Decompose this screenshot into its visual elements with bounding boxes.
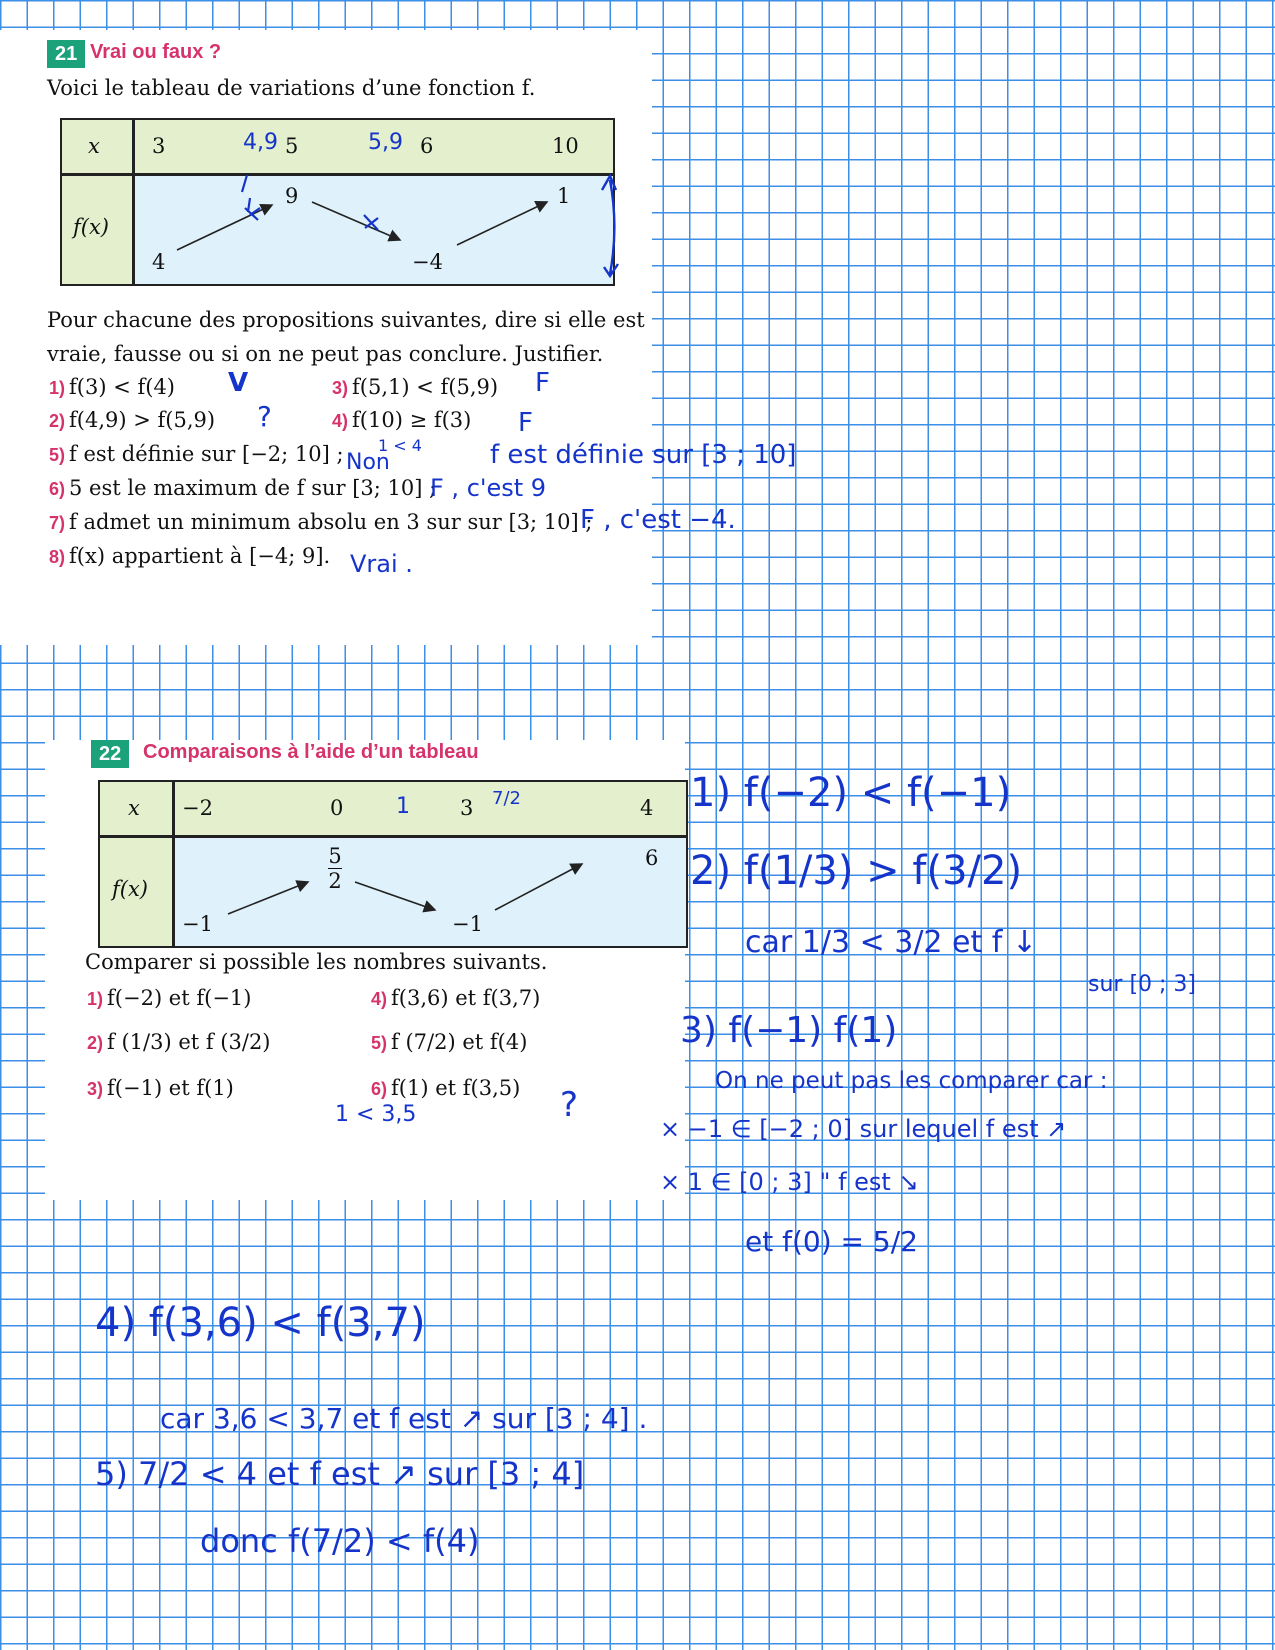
hw-result-2c: sur [0 ; 3]: [1088, 972, 1197, 997]
item-2: 2) f (1/3) et f (3/2): [87, 1030, 271, 1054]
table22-x-1: 0: [330, 796, 344, 820]
item-1: 1) f(−2) et f(−1): [87, 986, 252, 1010]
double-arrow-icon: [598, 172, 628, 282]
prop-6: 6) 5 est le maximum de f sur [3; 10] ;: [49, 476, 437, 500]
variation-table-21: [60, 118, 615, 286]
table21-arrows: [62, 120, 613, 284]
exercise-22-number: 22: [91, 740, 129, 768]
prop-7: 7) f admet un minimum absolu en 3 sur sur [3; 10] ;: [49, 510, 593, 534]
hw-result-5: 5) 7/2 < 4 et f est ↗ sur [3 ; 4]: [95, 1455, 585, 1493]
table22-f-3: 6: [645, 846, 659, 870]
hw-result-3b: On ne peut pas les comparer car :: [715, 1068, 1108, 1094]
hw-result-2b: car 1/3 < 3/2 et f ↓: [745, 925, 1038, 960]
hw-x-49: 4,9: [243, 130, 278, 155]
hw-answer-5-note: f est définie sur [3 ; 10]: [490, 440, 797, 470]
hw-item-6-q: ?: [560, 1085, 579, 1125]
table21-x-label: x: [88, 134, 100, 158]
prop-4: 4) f(10) ≥ f(3): [332, 408, 472, 432]
hw-result-2: 2) f(1/3) > f(3/2): [690, 848, 1023, 894]
table21-f-1: 9: [285, 184, 299, 208]
table21-x-1: 5: [285, 134, 299, 158]
table22-fx-label: f(x): [112, 877, 149, 901]
table22-arrows: [100, 782, 686, 946]
prop-1: 1) f(3) < f(4): [49, 375, 175, 399]
exercise-22-title: Comparaisons à l’aide d’un tableau: [143, 741, 479, 763]
table21-x-2: 6: [420, 134, 434, 158]
table21-f-2: −4: [412, 250, 443, 274]
hw-answer-8: Vrai .: [350, 550, 413, 578]
hw-answer-7: F , c'est −4.: [580, 505, 736, 535]
hw-answer-1: V: [228, 368, 249, 398]
prop-2: 2) f(4,9) > f(5,9): [49, 408, 216, 432]
exercise-21-instructions-1: Pour chacune des propositions suivantes, dire si elle est: [47, 308, 645, 332]
table22-f-2: −1: [452, 912, 483, 936]
prop-8: 8) f(x) appartient à [−4; 9].: [49, 544, 331, 568]
hw-result-1: 1) f(−2) < f(−1): [690, 770, 1012, 816]
table21-x-0: 3: [152, 134, 166, 158]
hw-x-1: 1: [396, 794, 410, 819]
table22-x-3: 4: [640, 796, 654, 820]
hw-item-6-note: 1 < 3,5: [335, 1102, 417, 1127]
item-5: 5) f (7/2) et f(4): [371, 1030, 528, 1054]
table22-x-label: x: [128, 796, 140, 820]
item-4: 4) f(3,6) et f(3,7): [371, 986, 541, 1010]
variation-table-22: [98, 780, 688, 948]
hw-x-59: 5,9: [368, 130, 403, 155]
table22-x-2: 3: [460, 796, 474, 820]
hw-answer-5: Non: [346, 450, 390, 475]
table21-fx-label: f(x): [73, 215, 110, 239]
table21-f-3: 1: [557, 184, 571, 208]
hw-answer-3: F: [535, 368, 550, 398]
prop-3: 3) f(5,1) < f(5,9): [332, 375, 499, 399]
hw-result-4b: car 3,6 < 3,7 et f est ↗ sur [3 ; 4] .: [160, 1402, 648, 1435]
item-3: 3) f(−1) et f(1): [87, 1076, 234, 1100]
hw-answer-6: F , c'est 9: [430, 474, 547, 502]
table22-f-1: 5 2: [328, 844, 342, 893]
hw-result-3c: × −1 ∈ [−2 ; 0] sur lequel f est ↗: [660, 1115, 1067, 1143]
hw-result-3e: et f(0) = 5/2: [745, 1225, 918, 1258]
hw-x-72: 7/2: [492, 788, 521, 809]
hw-result-5b: donc f(7/2) < f(4): [200, 1522, 480, 1560]
exercise-22-intro: Comparer si possible les nombres suivants.: [85, 950, 548, 974]
exercise-21-intro: Voici le tableau de variations d’une fonction f.: [47, 76, 536, 100]
hw-answer-4: F: [518, 408, 533, 438]
exercise-21-title: Vrai ou faux ?: [90, 41, 222, 63]
prop-5: 5) f est définie sur [−2; 10] ;: [49, 442, 344, 466]
exercise-21-panel: [0, 30, 652, 645]
exercise-22-panel: [45, 740, 685, 1200]
hw-answer-2: ?: [257, 400, 272, 433]
exercise-21-instructions-2: vraie, fausse ou si on ne peut pas conclure. Justifier.: [47, 342, 604, 366]
table21-f-0: 4: [152, 250, 166, 274]
hw-result-3: 3) f(−1) f(1): [680, 1010, 898, 1051]
hw-result-4: 4) f(3,6) < f(3,7): [95, 1300, 426, 1346]
exercise-21-number: 21: [47, 40, 85, 68]
item-6: 6) f(1) et f(3,5): [371, 1076, 521, 1100]
table21-x-3: 10: [552, 134, 579, 158]
hw-result-3d: × 1 ∈ [0 ; 3] " f est ↘: [660, 1168, 919, 1196]
table22-f-0: −1: [182, 912, 213, 936]
hw-answer-4-sub: 1 < 4: [378, 436, 422, 455]
table22-x-0: −2: [182, 796, 213, 820]
